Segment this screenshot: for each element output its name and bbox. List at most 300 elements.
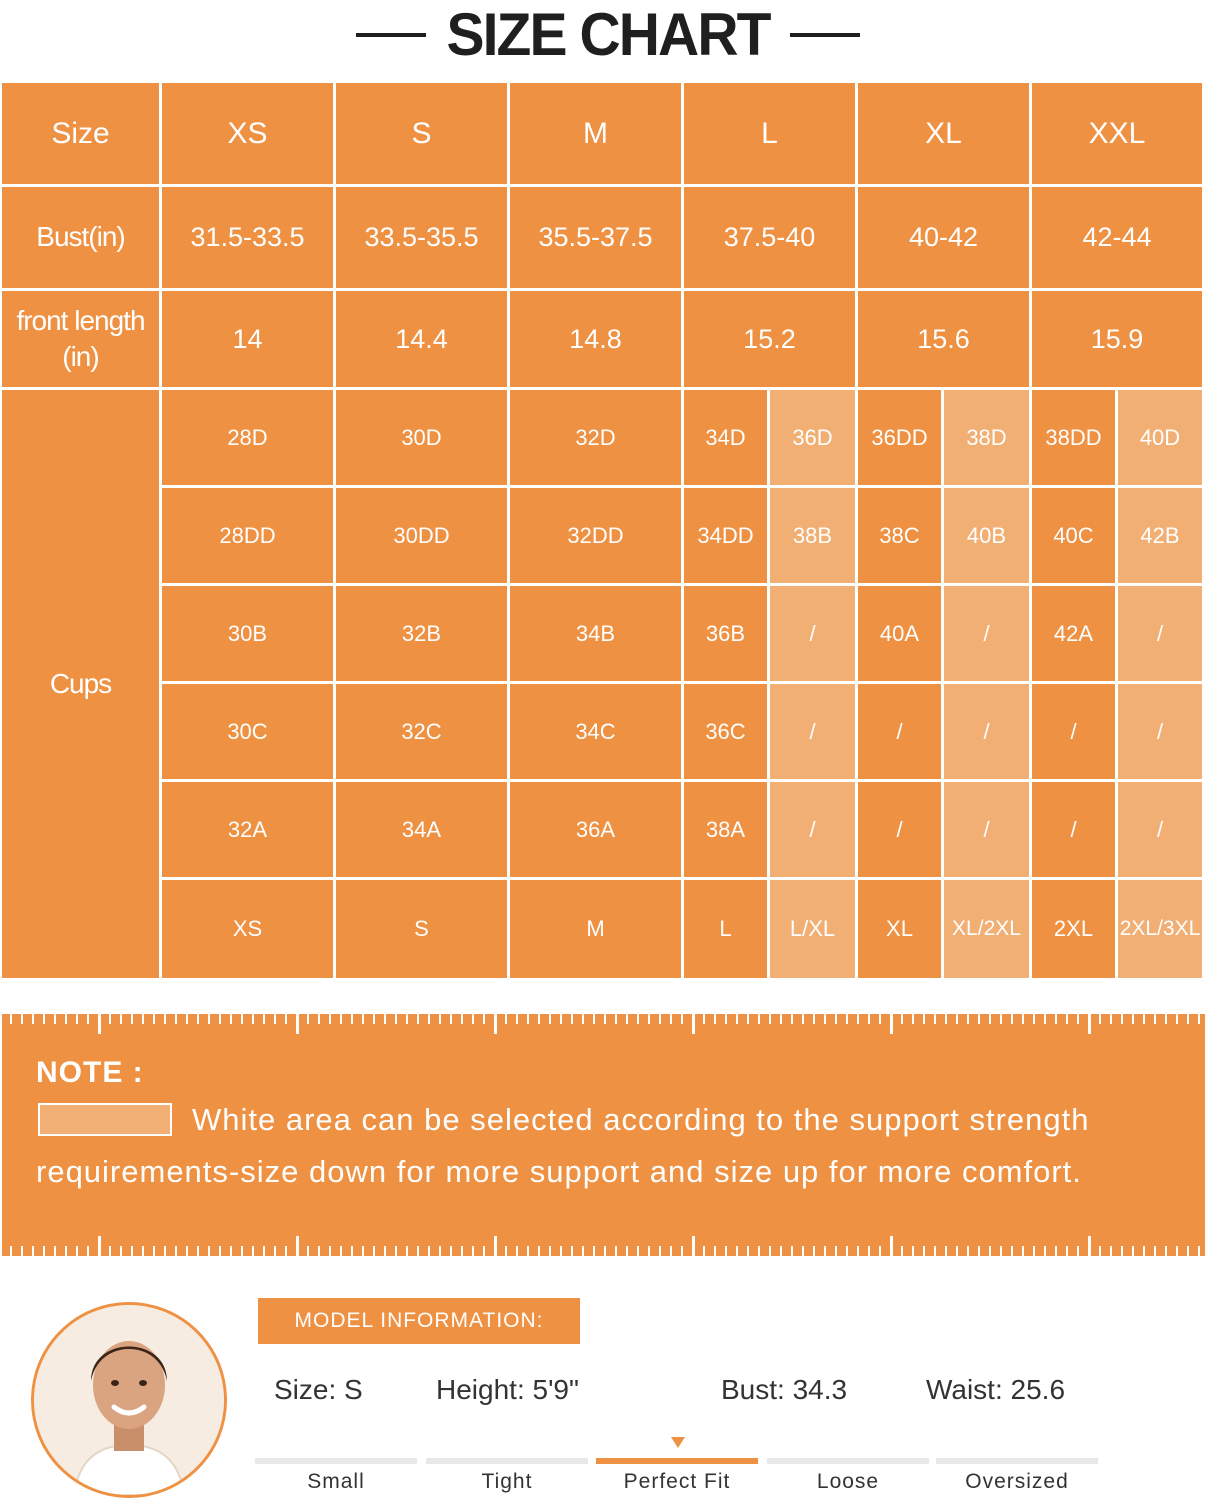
ruler-tick	[802, 1246, 804, 1256]
cup-cell: 38B	[770, 488, 855, 583]
ruler-tick	[197, 1014, 199, 1024]
bust-value: 35.5-37.5	[510, 187, 681, 288]
cup-cell: M	[510, 880, 681, 978]
ruler-tick	[318, 1014, 320, 1024]
front-length-value: 15.9	[1032, 291, 1202, 387]
ruler-tick	[285, 1246, 287, 1256]
ruler-tick	[395, 1014, 397, 1024]
ruler-tick	[659, 1246, 661, 1256]
cup-cell: 32A	[162, 782, 333, 877]
cup-cell: 40A	[858, 586, 941, 681]
ruler-tick	[1132, 1014, 1134, 1024]
bust-value: 42-44	[1032, 187, 1202, 288]
ruler-tick	[813, 1246, 815, 1256]
ruler-tick	[175, 1246, 177, 1256]
ruler-tick	[1033, 1014, 1035, 1024]
cup-cell: 32C	[336, 684, 507, 779]
fit-bar-small	[255, 1458, 417, 1464]
ruler-tick	[362, 1014, 364, 1024]
ruler-tick	[494, 1236, 497, 1256]
bust-row-label: Bust(in)	[2, 187, 159, 288]
ruler-tick	[318, 1246, 320, 1256]
ruler-tick	[692, 1236, 695, 1256]
ruler-tick	[890, 1236, 893, 1256]
ruler-tick	[637, 1014, 639, 1024]
ruler-tick	[351, 1246, 353, 1256]
ruler-tick	[472, 1246, 474, 1256]
ruler-tick	[527, 1014, 529, 1024]
model-height: Height: 5'9"	[436, 1374, 579, 1405]
ruler-tick	[978, 1246, 980, 1256]
ruler-tick	[879, 1014, 881, 1024]
ruler-tick	[670, 1246, 672, 1256]
ruler-tick	[527, 1246, 529, 1256]
fit-bar-loose	[767, 1458, 929, 1464]
ruler-tick	[1066, 1246, 1068, 1256]
cup-cell: 38D	[944, 390, 1029, 485]
ruler-tick	[164, 1246, 166, 1256]
cup-cell: 2XL	[1032, 880, 1115, 978]
size-chart-table	[2, 83, 1205, 981]
cup-cell: XL/2XL	[944, 880, 1029, 978]
ruler-tick	[857, 1014, 859, 1024]
cup-cell: L	[684, 880, 767, 978]
ruler-tick	[802, 1014, 804, 1024]
ruler-baseline	[2, 1256, 1205, 1258]
ruler-tick	[560, 1246, 562, 1256]
ruler-tick	[923, 1246, 925, 1256]
front-length-value: 14.4	[336, 291, 507, 387]
cup-cell: /	[1118, 782, 1202, 877]
ruler-tick	[736, 1014, 738, 1024]
cup-cell: XL	[858, 880, 941, 978]
ruler-tick	[131, 1014, 133, 1024]
cup-cell: /	[1118, 684, 1202, 779]
ruler-tick	[131, 1246, 133, 1256]
ruler-tick	[1022, 1246, 1024, 1256]
cup-cell: S	[336, 880, 507, 978]
ruler-tick	[1198, 1014, 1200, 1024]
ruler-tick	[76, 1014, 78, 1024]
ruler-tick	[274, 1014, 276, 1024]
ruler-tick	[538, 1246, 540, 1256]
ruler-tick	[967, 1014, 969, 1024]
ruler-tick	[736, 1246, 738, 1256]
cup-cell: 34A	[336, 782, 507, 877]
model-waist: Waist: 25.6	[926, 1374, 1066, 1405]
ruler-tick	[32, 1246, 34, 1256]
ruler-tick	[142, 1014, 144, 1024]
ruler-tick	[186, 1246, 188, 1256]
ruler-baseline	[2, 1012, 1205, 1014]
ruler-tick	[76, 1246, 78, 1256]
ruler-tick	[505, 1246, 507, 1256]
ruler-tick	[791, 1014, 793, 1024]
ruler-tick	[1022, 1014, 1024, 1024]
ruler-tick	[1154, 1246, 1156, 1256]
ruler-tick	[461, 1014, 463, 1024]
front-length-value: 15.6	[858, 291, 1029, 387]
ruler-tick	[1121, 1246, 1123, 1256]
ruler-tick	[1077, 1246, 1079, 1256]
size-header-xl: XL	[858, 83, 1029, 184]
ruler-tick	[703, 1246, 705, 1256]
cup-cell: /	[944, 684, 1029, 779]
ruler-tick	[450, 1246, 452, 1256]
ruler-tick	[582, 1246, 584, 1256]
ruler-tick	[1011, 1014, 1013, 1024]
ruler-tick	[87, 1246, 89, 1256]
cup-cell: /	[770, 684, 855, 779]
ruler-tick	[285, 1014, 287, 1024]
cup-cell: /	[858, 684, 941, 779]
ruler-tick	[417, 1246, 419, 1256]
title-bar	[0, 0, 1215, 70]
ruler-tick	[747, 1246, 749, 1256]
ruler-tick	[780, 1246, 782, 1256]
ruler-tick	[604, 1014, 606, 1024]
model-information-badge: MODEL INFORMATION:	[258, 1298, 580, 1344]
ruler-tick	[824, 1014, 826, 1024]
ruler-tick	[648, 1246, 650, 1256]
model-portrait-icon	[31, 1302, 227, 1498]
ruler-tick	[989, 1014, 991, 1024]
ruler-tick	[329, 1246, 331, 1256]
ruler-tick	[835, 1246, 837, 1256]
ruler-tick	[1044, 1246, 1046, 1256]
cup-cell: XS	[162, 880, 333, 978]
ruler-tick	[296, 1014, 299, 1034]
cup-cell: 32B	[336, 586, 507, 681]
ruler-tick	[1176, 1014, 1178, 1024]
ruler-tick	[1000, 1246, 1002, 1256]
ruler-tick	[626, 1246, 628, 1256]
fit-label-perfect-fit: Perfect Fit	[623, 1470, 731, 1493]
ruler-tick	[439, 1246, 441, 1256]
cup-cell: 34DD	[684, 488, 767, 583]
model-size: Size: S	[274, 1374, 363, 1405]
cup-cell: 36A	[510, 782, 681, 877]
ruler-tick	[1044, 1014, 1046, 1024]
ruler-tick	[956, 1014, 958, 1024]
ruler-tick	[1000, 1014, 1002, 1024]
ruler-tick	[428, 1014, 430, 1024]
note-heading: NOTE :	[36, 1056, 144, 1089]
ruler-tick	[373, 1014, 375, 1024]
ruler-tick	[1088, 1236, 1091, 1256]
ruler-tick	[164, 1014, 166, 1024]
ruler-tick	[857, 1246, 859, 1256]
ruler-tick	[87, 1014, 89, 1024]
ruler-tick	[516, 1014, 518, 1024]
ruler-tick	[1066, 1014, 1068, 1024]
ruler-tick	[252, 1014, 254, 1024]
ruler-tick	[571, 1014, 573, 1024]
ruler-tick	[593, 1246, 595, 1256]
cup-cell: 32DD	[510, 488, 681, 583]
fit-bar-oversized	[936, 1458, 1098, 1464]
note-text-line2: requirements-size down for more support and size up for more comfort.	[36, 1154, 1082, 1189]
ruler-tick	[868, 1246, 870, 1256]
ruler-tick	[142, 1246, 144, 1256]
ruler-tick	[362, 1246, 364, 1256]
ruler-tick	[747, 1014, 749, 1024]
ruler-tick	[659, 1014, 661, 1024]
ruler-tick	[1110, 1246, 1112, 1256]
title-right-rule	[790, 33, 860, 37]
front-length-label-line2: (in)	[62, 341, 99, 372]
ruler-tick	[54, 1014, 56, 1024]
front-length-label-line1: front length	[16, 304, 145, 336]
ruler-tick	[1055, 1246, 1057, 1256]
ruler-tick	[945, 1014, 947, 1024]
ruler-tick	[494, 1014, 497, 1034]
front-length-value: 15.2	[684, 291, 855, 387]
ruler-tick	[65, 1014, 67, 1024]
ruler-tick	[1176, 1246, 1178, 1256]
ruler-tick	[692, 1014, 695, 1034]
ruler-tick	[461, 1246, 463, 1256]
ruler-tick	[406, 1014, 408, 1024]
ruler-tick	[439, 1014, 441, 1024]
cup-cell: 28DD	[162, 488, 333, 583]
cup-cell: 34B	[510, 586, 681, 681]
front-length-value: 14.8	[510, 291, 681, 387]
ruler-tick	[428, 1246, 430, 1256]
ruler-tick	[483, 1014, 485, 1024]
fit-bar-perfect-fit	[596, 1458, 758, 1464]
ruler-tick	[967, 1246, 969, 1256]
ruler-tick	[1055, 1014, 1057, 1024]
ruler-tick	[593, 1014, 595, 1024]
ruler-tick	[571, 1246, 573, 1256]
cup-cell: /	[944, 586, 1029, 681]
ruler-tick	[615, 1014, 617, 1024]
fit-label-tight: Tight	[481, 1470, 533, 1493]
ruler-tick	[1143, 1014, 1145, 1024]
ruler-tick	[109, 1014, 111, 1024]
ruler-tick	[791, 1246, 793, 1256]
size-header-xs: XS	[162, 83, 333, 184]
ruler-tick	[560, 1014, 562, 1024]
ruler-tick	[197, 1246, 199, 1256]
ruler-tick	[1011, 1246, 1013, 1256]
ruler-tick	[505, 1014, 507, 1024]
cup-cell: 42A	[1032, 586, 1115, 681]
ruler-tick	[340, 1014, 342, 1024]
cup-cell: 30C	[162, 684, 333, 779]
ruler-tick	[120, 1246, 122, 1256]
ruler-tick	[901, 1246, 903, 1256]
ruler-tick	[98, 1236, 101, 1256]
ruler-tick	[10, 1014, 12, 1024]
ruler-tick	[1110, 1014, 1112, 1024]
ruler-tick	[615, 1246, 617, 1256]
cup-cell: L/XL	[770, 880, 855, 978]
bust-value: 31.5-33.5	[162, 187, 333, 288]
cup-cell: 40B	[944, 488, 1029, 583]
ruler-tick	[153, 1014, 155, 1024]
page-title: SIZE CHART	[446, 1, 769, 68]
ruler-tick	[538, 1014, 540, 1024]
ruler-tick	[780, 1014, 782, 1024]
ruler-tick	[703, 1014, 705, 1024]
fit-bar-tight	[426, 1458, 588, 1464]
front-length-value: 14	[162, 291, 333, 387]
ruler-tick	[384, 1246, 386, 1256]
size-header-l: L	[684, 83, 855, 184]
ruler-tick	[681, 1246, 683, 1256]
ruler-tick	[1132, 1246, 1134, 1256]
note-text-line1: White area can be selected according to the support strength	[192, 1102, 1090, 1137]
fit-label-small: Small	[307, 1470, 365, 1493]
ruler-tick	[252, 1246, 254, 1256]
ruler-tick	[879, 1246, 881, 1256]
cup-cell: 36DD	[858, 390, 941, 485]
ruler-tick	[208, 1246, 210, 1256]
cup-cell: /	[1118, 586, 1202, 681]
model-portrait-illustration	[34, 1305, 224, 1495]
ruler-tick	[296, 1236, 299, 1256]
ruler-tick	[813, 1014, 815, 1024]
ruler-tick	[725, 1014, 727, 1024]
ruler-tick	[835, 1014, 837, 1024]
ruler-tick	[373, 1246, 375, 1256]
cup-cell: 38DD	[1032, 390, 1115, 485]
cup-cell: 36C	[684, 684, 767, 779]
title-left-rule	[356, 33, 426, 37]
ruler-tick	[175, 1014, 177, 1024]
ruler-tick	[329, 1014, 331, 1024]
cup-cell: 36B	[684, 586, 767, 681]
cup-cell: 34D	[684, 390, 767, 485]
cup-cell: 30B	[162, 586, 333, 681]
ruler-tick	[263, 1246, 265, 1256]
ruler-tick	[549, 1246, 551, 1256]
ruler-tick	[340, 1246, 342, 1256]
ruler-tick	[65, 1246, 67, 1256]
ruler-tick	[846, 1014, 848, 1024]
ruler-tick	[219, 1246, 221, 1256]
ruler-tick	[912, 1014, 914, 1024]
size-header-s: S	[336, 83, 507, 184]
ruler-tick	[406, 1246, 408, 1256]
ruler-tick	[1143, 1246, 1145, 1256]
ruler-tick	[43, 1246, 45, 1256]
cup-cell: 34C	[510, 684, 681, 779]
ruler-tick	[153, 1246, 155, 1256]
cup-cell: 40D	[1118, 390, 1202, 485]
ruler-tick	[1077, 1014, 1079, 1024]
ruler-tick	[824, 1246, 826, 1256]
ruler-tick	[956, 1246, 958, 1256]
ruler-tick	[714, 1014, 716, 1024]
ruler-tick	[758, 1246, 760, 1256]
note-panel	[2, 1012, 1205, 1258]
ruler-tick	[582, 1014, 584, 1024]
ruler-tick	[769, 1246, 771, 1256]
ruler-tick	[604, 1246, 606, 1256]
cup-cell: 38C	[858, 488, 941, 583]
ruler-tick	[10, 1246, 12, 1256]
ruler-tick	[384, 1014, 386, 1024]
cup-cell: 42B	[1118, 488, 1202, 583]
ruler-tick	[32, 1014, 34, 1024]
ruler-tick	[307, 1246, 309, 1256]
cup-cell: /	[858, 782, 941, 877]
ruler-tick	[186, 1014, 188, 1024]
bust-value: 37.5-40	[684, 187, 855, 288]
ruler-tick	[21, 1014, 23, 1024]
ruler-tick	[54, 1246, 56, 1256]
ruler-tick	[1198, 1246, 1200, 1256]
ruler-tick	[208, 1014, 210, 1024]
ruler-tick	[1121, 1014, 1123, 1024]
ruler-tick	[241, 1014, 243, 1024]
cup-cell: /	[1032, 684, 1115, 779]
ruler-tick	[945, 1246, 947, 1256]
ruler-tick	[989, 1246, 991, 1256]
ruler-tick	[670, 1014, 672, 1024]
ruler-tick	[219, 1014, 221, 1024]
ruler-tick	[549, 1014, 551, 1024]
ruler-tick	[1088, 1014, 1091, 1034]
cup-cell: 28D	[162, 390, 333, 485]
ruler-tick	[395, 1246, 397, 1256]
ruler-tick	[516, 1246, 518, 1256]
cups-row-label: Cups	[2, 390, 159, 978]
size-column-header: Size	[2, 83, 159, 184]
ruler-tick	[483, 1246, 485, 1256]
ruler-tick	[1154, 1014, 1156, 1024]
ruler-top-decoration	[2, 1012, 1205, 1036]
cup-cell: /	[770, 586, 855, 681]
ruler-tick	[21, 1246, 23, 1256]
ruler-tick	[890, 1014, 893, 1034]
ruler-tick	[417, 1014, 419, 1024]
ruler-tick	[626, 1014, 628, 1024]
ruler-tick	[714, 1246, 716, 1256]
ruler-tick	[43, 1014, 45, 1024]
front-length-row-label	[2, 291, 159, 387]
ruler-tick	[868, 1014, 870, 1024]
model-bust: Bust: 34.3	[721, 1374, 848, 1405]
cup-cell: /	[1032, 782, 1115, 877]
size-header-m: M	[510, 83, 681, 184]
ruler-tick	[923, 1014, 925, 1024]
ruler-tick	[1099, 1014, 1101, 1024]
ruler-tick	[912, 1246, 914, 1256]
ruler-tick	[109, 1246, 111, 1256]
ruler-tick	[307, 1014, 309, 1024]
cup-cell: /	[770, 782, 855, 877]
ruler-tick	[472, 1014, 474, 1024]
ruler-tick	[1187, 1246, 1189, 1256]
ruler-tick	[769, 1014, 771, 1024]
ruler-tick	[934, 1246, 936, 1256]
bust-value: 40-42	[858, 187, 1029, 288]
ruler-tick	[758, 1014, 760, 1024]
ruler-tick	[1099, 1246, 1101, 1256]
ruler-tick	[241, 1246, 243, 1256]
ruler-tick	[274, 1246, 276, 1256]
cup-cell: 38A	[684, 782, 767, 877]
ruler-tick	[978, 1014, 980, 1024]
ruler-tick	[934, 1014, 936, 1024]
size-header-xxl: XXL	[1032, 83, 1202, 184]
ruler-tick	[648, 1014, 650, 1024]
ruler-tick	[1165, 1014, 1167, 1024]
